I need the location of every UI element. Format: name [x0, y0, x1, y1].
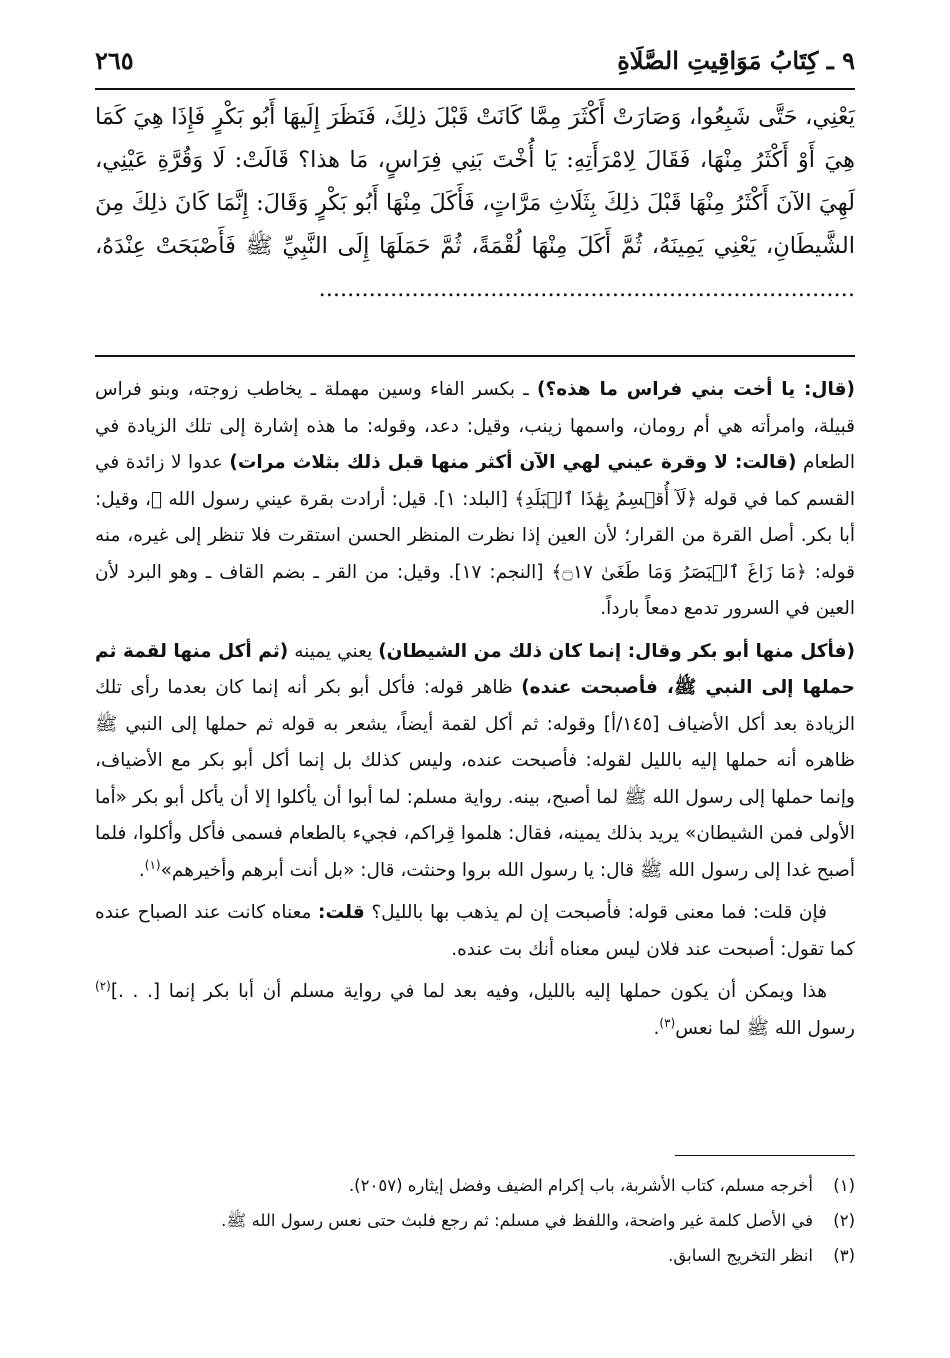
footnote-number: (١) — [833, 1176, 855, 1195]
footnote-number: (٢) — [833, 1211, 855, 1230]
commentary-paragraph-4 — [95, 974, 855, 1047]
footnote — [95, 1168, 855, 1203]
footnote-number: (٣) — [833, 1246, 855, 1265]
commentary-text: . — [653, 1017, 660, 1039]
footnote-text: أخرجه مسلم، كتاب الأشربة، باب إكرام الضيف وفضل إيثاره (٢٠٥٧). — [348, 1176, 813, 1195]
matn-quote: (قال: يا أخت بني فراس ما هذه؟) — [537, 379, 855, 400]
answer-label: قلت: — [318, 902, 365, 923]
hadith-body: يَعْنِي، حَتَّى شَبِعُوا، وَصَارَتْ أَكْثَرَ مِمَّا كَانَتْ قَبْلَ ذلِكَ، فَنَظَرَ إِلَيهَا أَبُو بَكْرٍ فَإِذَا هِيَ كَمَا هِيَ أَوْ أَكْثَرُ مِنْهَا، فَقَالَ لِامْرَأَتِهِ: يَا أُخْتَ بَنِي فِرَاسٍ، مَا هذا؟ قَالَتْ: لَا وَقُرَّةِ عَيْنِي، لَهِيَ الآنَ أَكْثَرُ مِنْهَا قَبْلَ ذلِكَ بِثَلَاثِ مَرَّاتٍ، فَأَكَلَ مِنْهَا أَبُو بَكْرٍ وَقَالَ: إِنَّمَا كَانَ ذلِكَ مِنَ الشَّيطَانِ، يَعْنِي يَمِينَهُ، ثُمَّ أَكَلَ مِنْهَا لُقْمَةً، ثُمَّ حَمَلَهَا إِلَى النَّبِيِّ ﷺ فَأَصْبَحَتْ عِنْدَهُ، — [95, 104, 855, 259]
commentary-paragraph-1 — [95, 372, 855, 628]
commentary-text: يعني يمينه — [288, 640, 379, 662]
section-divider — [95, 355, 855, 357]
commentary-text: رسول الله ﷺ لما نعس — [675, 1017, 855, 1039]
page-number: ٢٦٥ — [95, 45, 134, 75]
footnote-ref[interactable]: (١) — [144, 857, 161, 872]
footnote-text: انظر التخريج السابق. — [668, 1246, 813, 1265]
hadith-text — [95, 96, 855, 311]
commentary-text: ظاهر قوله: فأكل أبو بكر أنه إنما كان بعدما رأى تلك الزيادة بعد أكل الأضياف [١٤٥/أ] وقوله: ثم أكل لقمة أيضاً، يشعر به قوله ثم حملها إلى النبي ﷺ ظاهره أنه حملها إليه بالليل لقوله: فأصبحت عنده، وليس كذلك بل إنما أكل أبو بكر مع الأضياف، وإنما حملها إلى رسول الله ﷺ لما أصبح، بينه. رواية مسلم: لما أبوا أن يأكلوا إلا أن يأكل أبو بكر «أما الأولى فمن الشيطان» يريد بذلك يمينه، فقال: هلموا قِراكم، فجيء بالطعام فسمى فأكل وأكلوا، فلما أصبح غدا إلى رسول الله ﷺ قال: يا رسول الله بروا وحنثت، قال: «بل أنت أبرهم وأخيرهم» — [95, 677, 855, 881]
matn-quote: (ثم أكل منها لقمة ثم حملها إلى النبي ﷺ، فأصبحت عنده) — [95, 640, 856, 698]
footnote — [95, 1203, 855, 1238]
commentary-text: . — [138, 859, 145, 881]
footnote-text: في الأصل كلمة غير واضحة، واللفظ في مسلم: ثم رجع فلبث حتى نعس رسول الله ﷺ. — [221, 1211, 813, 1230]
matn-quote: (قالت: لا وقرة عيني لهي الآن أكثر منها قبل ذلك بثلاث مرات) — [229, 452, 797, 473]
page-header — [95, 38, 855, 82]
matn-quote: (فأكل منها أبو بكر وقال: إنما كان ذلك من الشيطان) — [378, 640, 856, 662]
commentary-text: ـ بكسر الفاء وسين مهملة ـ يخاطب زوجته، وبنو فراس قبيلة، وامرأته هي أم رومان، واسمها زينب، وقيل: دعد، وقوله: ما هذه إشارة إلى تلك الزيادة في الطعام — [95, 379, 855, 473]
header-divider — [95, 88, 855, 90]
footnote-ref[interactable]: (٣) — [659, 1015, 676, 1030]
commentary-text: معناه كانت عند الصباح عنده كما تقول: أصبحت عند فلان ليس معناه أنك بت عنده. — [95, 902, 855, 960]
footnote-divider — [675, 1155, 855, 1156]
chapter-title: ٩ ـ كِتَابُ مَوَاقِيتِ الصَّلَاةِ — [617, 45, 855, 75]
commentary — [95, 372, 855, 1047]
footnotes — [95, 1168, 855, 1273]
hadith-dots: ........................................................................... — [318, 276, 855, 302]
commentary-text: فإن قلت: فما معنى قوله: فأصبحت إن لم يذهب بها بالليل؟ — [364, 902, 827, 923]
commentary-text: هذا ويمكن أن يكون حملها إليه بالليل، وفيه بعد لما في رواية مسلم أن أبا بكر إنما [. . .] — [110, 981, 827, 1002]
commentary-text: عدوا لا زائدة في القسم كما في قوله ﴿لَآ أُقۡسِمُ بِهَٰذَا ٱلۡبَلَدِ﴾ [البلد: ١]. قيل: أرادت بقرة عيني رسول الله ﷺ، وقيل: أبا بكر. أصل القرة من القرار؛ لأن العين إذا نظرت المنظر الحسن استقرت فلا تنظر إلى غيره، منه قوله: ﴿مَا زَاغَ ٱلۡبَصَرُ وَمَا طَغَىٰ ۝١٧﴾ [النجم: ١٧]. وقيل: من القر ـ بضم القاف ـ وهو البرد لأن العين في السرور تدمع دمعاً بارداً. — [95, 452, 855, 619]
commentary-paragraph-3 — [95, 895, 855, 968]
footnote — [95, 1238, 855, 1273]
commentary-paragraph-2 — [95, 634, 855, 890]
footnote-ref[interactable]: (٢) — [95, 978, 111, 993]
